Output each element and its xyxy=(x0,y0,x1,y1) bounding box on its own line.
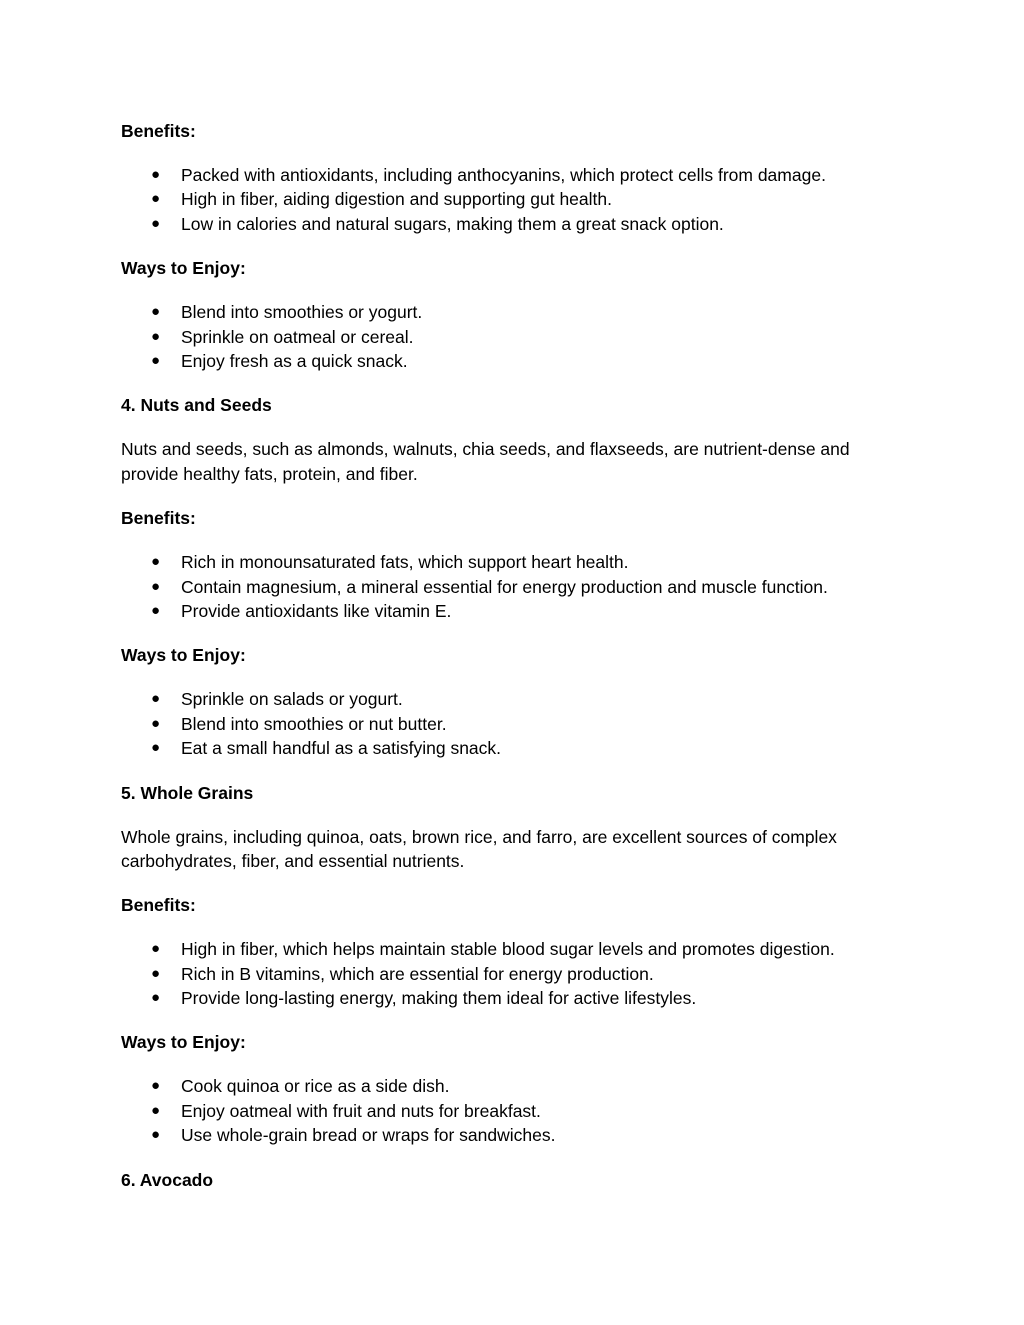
list-item xyxy=(121,349,901,373)
list-item xyxy=(121,1074,901,1098)
list-item xyxy=(121,300,901,324)
list-item-text: Sprinkle on oatmeal or cereal. xyxy=(181,326,414,347)
list-item-text: Contain magnesium, a mineral essential for energy production and muscle function. xyxy=(181,576,828,597)
list-item-text: Provide long-lasting energy, making them ideal for active lifestyles. xyxy=(181,988,697,1009)
section-description: Nuts and seeds, such as almonds, walnuts, chia seeds, and flaxseeds, are nutrient-dense and provide healthy fats, protein, and fiber. xyxy=(121,439,850,484)
benefits-heading: Benefits: xyxy=(121,508,196,529)
list-item xyxy=(121,187,901,211)
bullet-icon: ● xyxy=(151,214,161,232)
list-item-text: Enjoy oatmeal with fruit and nuts for breakfast. xyxy=(181,1100,541,1121)
list-item xyxy=(121,550,901,574)
section-title-whole-grains: 5. Whole Grains xyxy=(121,782,254,803)
list-item xyxy=(121,687,901,711)
list-item xyxy=(121,212,901,236)
document-page xyxy=(121,119,901,1192)
bullet-icon: ● xyxy=(151,190,161,208)
list-item xyxy=(121,712,901,736)
benefits-heading: Benefits: xyxy=(121,121,196,141)
benefits-list xyxy=(121,937,901,1010)
bullet-icon: ● xyxy=(151,327,161,345)
bullet-icon: ● xyxy=(151,964,161,982)
list-item xyxy=(121,325,901,349)
bullet-icon: ● xyxy=(151,690,161,708)
section-description: Whole grains, including quinoa, oats, brown rice, and farro, are excellent sources of complex carbohydrates, fiber, and essential nutrients. xyxy=(121,826,837,871)
section-title-avocado: 6. Avocado xyxy=(121,1169,214,1190)
list-item-text: Blend into smoothies or nut butter. xyxy=(181,713,447,734)
list-item-text: High in fiber, which helps maintain stable blood sugar levels and promotes digestion. xyxy=(181,939,835,960)
ways-to-enjoy-heading: Ways to Enjoy: xyxy=(121,1032,246,1053)
list-item xyxy=(121,1123,901,1147)
bullet-icon: ● xyxy=(151,940,161,958)
bullet-icon: ● xyxy=(151,1126,161,1144)
ways-to-enjoy-list xyxy=(121,687,901,760)
list-item xyxy=(121,962,901,986)
bullet-icon: ● xyxy=(151,1101,161,1119)
list-item xyxy=(121,937,901,961)
bullet-icon: ● xyxy=(151,553,161,571)
bullet-icon: ● xyxy=(151,989,161,1007)
list-item-text: Rich in monounsaturated fats, which support heart health. xyxy=(181,552,629,573)
benefits-list xyxy=(121,550,901,623)
list-item-text: Enjoy fresh as a quick snack. xyxy=(181,350,408,371)
ways-to-enjoy-heading: Ways to Enjoy: xyxy=(121,258,246,279)
list-item xyxy=(121,986,901,1010)
bullet-icon: ● xyxy=(151,601,161,619)
bullet-icon: ● xyxy=(151,303,161,321)
bullet-icon: ● xyxy=(151,166,161,183)
bullet-icon: ● xyxy=(151,351,161,369)
list-item-text: Packed with antioxidants, including anthocyanins, which protect cells from damage. xyxy=(181,165,826,185)
list-item-text: Blend into smoothies or yogurt. xyxy=(181,302,423,323)
bullet-icon: ● xyxy=(151,739,161,757)
bullet-icon: ● xyxy=(151,714,161,732)
list-item-text: High in fiber, aiding digestion and supporting gut health. xyxy=(181,189,612,210)
ways-to-enjoy-heading: Ways to Enjoy: xyxy=(121,645,246,666)
list-item-text: Provide antioxidants like vitamin E. xyxy=(181,600,452,621)
ways-to-enjoy-list xyxy=(121,300,901,373)
list-item-text: Eat a small handful as a satisfying snack. xyxy=(181,738,502,759)
bullet-icon: ● xyxy=(151,1077,161,1095)
list-item xyxy=(121,599,901,623)
list-item xyxy=(121,163,901,187)
list-item-text: Sprinkle on salads or yogurt. xyxy=(181,689,403,710)
list-item-text: Low in calories and natural sugars, making them a great snack option. xyxy=(181,213,724,234)
benefits-heading: Benefits: xyxy=(121,895,196,916)
benefits-list xyxy=(121,163,901,236)
ways-to-enjoy-list xyxy=(121,1074,901,1147)
list-item xyxy=(121,1099,901,1123)
section-title-nuts-and-seeds: 4. Nuts and Seeds xyxy=(121,395,272,416)
list-item xyxy=(121,736,901,760)
list-item-text: Cook quinoa or rice as a side dish. xyxy=(181,1076,450,1097)
list-item-text: Rich in B vitamins, which are essential for energy production. xyxy=(181,963,654,984)
list-item-text: Use whole-grain bread or wraps for sandwiches. xyxy=(181,1125,556,1146)
list-item xyxy=(121,575,901,599)
bullet-icon: ● xyxy=(151,577,161,595)
